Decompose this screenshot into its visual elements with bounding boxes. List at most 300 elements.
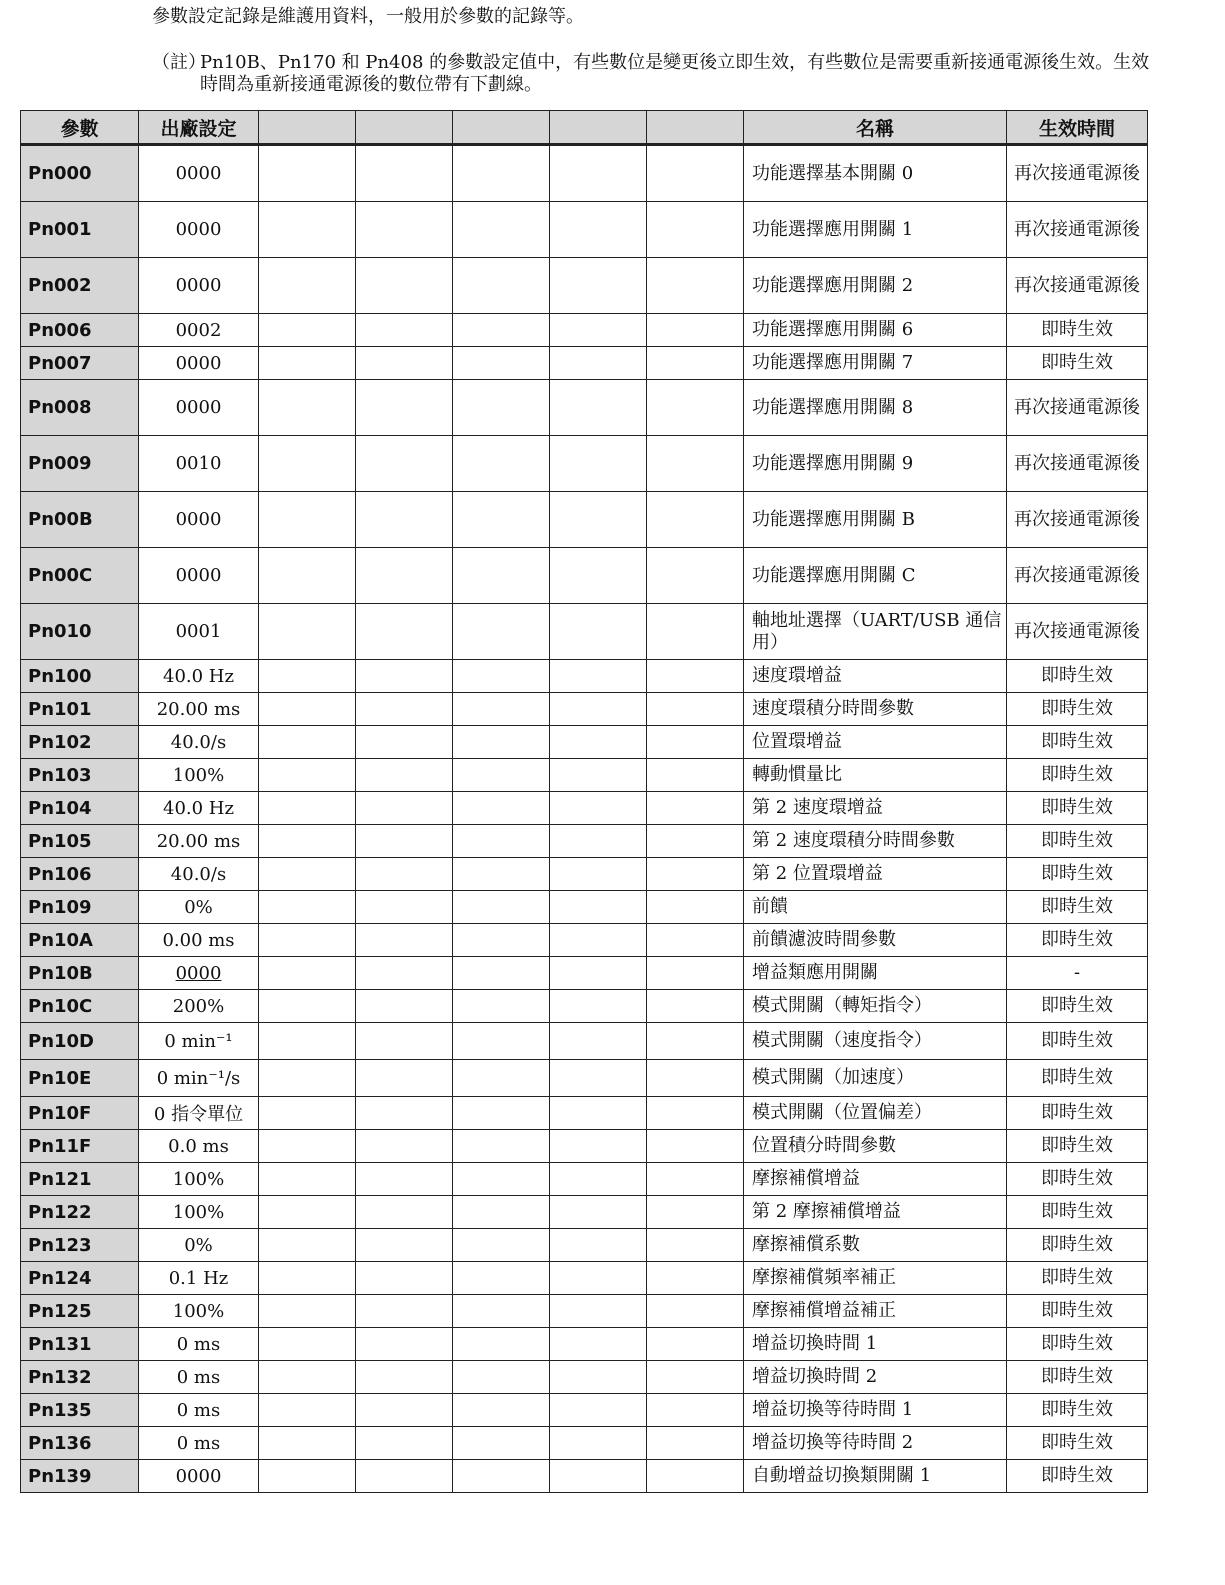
default-cell: 100%: [139, 1196, 259, 1229]
blank-cell: [259, 1262, 356, 1295]
name-cell: 第 2 位置環增益: [744, 858, 1007, 891]
param-cell: Pn100: [21, 660, 139, 693]
blank-cell: [453, 957, 550, 990]
blank-cell: [647, 990, 744, 1023]
blank-cell: [453, 1130, 550, 1163]
blank-cell: [259, 1023, 356, 1060]
blank-cell: [453, 891, 550, 924]
time-cell: 即時生效: [1007, 891, 1148, 924]
blank-cell: [259, 1295, 356, 1328]
blank-cell: [259, 1460, 356, 1493]
time-cell: 即時生效: [1007, 1427, 1148, 1460]
blank-cell: [550, 1361, 647, 1394]
blank-cell: [453, 202, 550, 258]
blank-cell: [647, 1196, 744, 1229]
table-row: [21, 759, 1148, 792]
blank-cell: [356, 1130, 453, 1163]
name-cell: 模式開關（速度指令）: [744, 1023, 1007, 1060]
default-cell: 0000: [139, 347, 259, 380]
name-cell: 軸地址選擇（UART/USB 通信用）: [744, 604, 1007, 660]
blank-cell: [647, 548, 744, 604]
blank-cell: [550, 1295, 647, 1328]
table-row: [21, 792, 1148, 825]
blank-cell: [356, 1097, 453, 1130]
header-time: 生效時間: [1007, 111, 1148, 145]
blank-cell: [550, 604, 647, 660]
blank-cell: [259, 604, 356, 660]
name-cell: 模式開關（位置偏差）: [744, 1097, 1007, 1130]
param-cell: Pn00B: [21, 492, 139, 548]
table-row: [21, 1361, 1148, 1394]
blank-cell: [647, 858, 744, 891]
blank-cell: [647, 380, 744, 436]
table-row: [21, 1394, 1148, 1427]
blank-cell: [550, 858, 647, 891]
param-cell: Pn00C: [21, 548, 139, 604]
param-cell: Pn105: [21, 825, 139, 858]
blank-cell: [259, 1163, 356, 1196]
blank-cell: [259, 347, 356, 380]
blank-cell: [453, 1427, 550, 1460]
table-row: [21, 1427, 1148, 1460]
default-cell: 20.00 ms: [139, 693, 259, 726]
note-paragraph: [152, 52, 1152, 96]
blank-cell: [356, 1163, 453, 1196]
blank-cell: [356, 1460, 453, 1493]
blank-cell: [356, 1427, 453, 1460]
time-cell: 再次接通電源後: [1007, 548, 1148, 604]
name-cell: 轉動慣量比: [744, 759, 1007, 792]
param-cell: Pn139: [21, 1460, 139, 1493]
blank-cell: [356, 1196, 453, 1229]
param-cell: Pn104: [21, 792, 139, 825]
time-cell: 即時生效: [1007, 990, 1148, 1023]
time-cell: 即時生效: [1007, 1023, 1148, 1060]
blank-cell: [356, 1328, 453, 1361]
name-cell: 增益切換等待時間 2: [744, 1427, 1007, 1460]
blank-cell: [550, 258, 647, 314]
time-cell: 即時生效: [1007, 1196, 1148, 1229]
time-cell: 再次接通電源後: [1007, 436, 1148, 492]
note-text: Pn10B、Pn170 和 Pn408 的參數設定值中，有些數位是變更後立即生效，有些數位是需要重新接通電源後生效。生效時間為重新接通電源後的數位帶有下劃線。: [200, 52, 1150, 95]
blank-cell: [259, 891, 356, 924]
blank-cell: [453, 492, 550, 548]
table-row: [21, 1229, 1148, 1262]
param-cell: Pn11F: [21, 1130, 139, 1163]
param-cell: Pn135: [21, 1394, 139, 1427]
blank-cell: [550, 1097, 647, 1130]
blank-cell: [453, 693, 550, 726]
time-cell: 即時生效: [1007, 1163, 1148, 1196]
blank-cell: [550, 693, 647, 726]
time-cell: 再次接通電源後: [1007, 145, 1148, 202]
blank-cell: [550, 1196, 647, 1229]
time-cell: 再次接通電源後: [1007, 492, 1148, 548]
blank-cell: [356, 380, 453, 436]
time-cell: 即時生效: [1007, 792, 1148, 825]
param-cell: Pn125: [21, 1295, 139, 1328]
blank-cell: [356, 792, 453, 825]
default-cell: 0000: [139, 548, 259, 604]
name-cell: 模式開關（加速度）: [744, 1060, 1007, 1097]
blank-cell: [356, 548, 453, 604]
param-cell: Pn10E: [21, 1060, 139, 1097]
blank-cell: [550, 825, 647, 858]
blank-cell: [453, 145, 550, 202]
table-row: [21, 258, 1148, 314]
blank-cell: [647, 1130, 744, 1163]
blank-cell: [647, 924, 744, 957]
blank-cell: [259, 436, 356, 492]
default-cell: 0 ms: [139, 1361, 259, 1394]
blank-cell: [356, 1229, 453, 1262]
param-cell: Pn136: [21, 1427, 139, 1460]
blank-cell: [453, 726, 550, 759]
default-cell: 100%: [139, 759, 259, 792]
time-cell: 即時生效: [1007, 1361, 1148, 1394]
blank-cell: [550, 759, 647, 792]
blank-cell: [453, 604, 550, 660]
blank-cell: [259, 202, 356, 258]
header-param: 參數: [21, 111, 139, 145]
blank-cell: [259, 1130, 356, 1163]
blank-cell: [453, 314, 550, 347]
blank-cell: [356, 258, 453, 314]
table-row: [21, 1060, 1148, 1097]
name-cell: 第 2 摩擦補償增益: [744, 1196, 1007, 1229]
header-blank-1: [259, 111, 356, 145]
name-cell: 位置積分時間參數: [744, 1130, 1007, 1163]
default-cell: 100%: [139, 1163, 259, 1196]
time-cell: 再次接通電源後: [1007, 202, 1148, 258]
time-cell: 即時生效: [1007, 1262, 1148, 1295]
param-cell: Pn124: [21, 1262, 139, 1295]
blank-cell: [550, 1427, 647, 1460]
header-blank-3: [453, 111, 550, 145]
name-cell: 第 2 速度環增益: [744, 792, 1007, 825]
header-blank-5: [647, 111, 744, 145]
blank-cell: [647, 1163, 744, 1196]
param-cell: Pn121: [21, 1163, 139, 1196]
blank-cell: [259, 1229, 356, 1262]
time-cell: 即時生效: [1007, 1229, 1148, 1262]
intro-text: 參數設定記錄是維護用資料，一般用於參數的記錄等。: [152, 6, 584, 27]
blank-cell: [647, 759, 744, 792]
parameter-table: [20, 110, 1148, 1493]
blank-cell: [259, 1328, 356, 1361]
default-cell: 100%: [139, 1295, 259, 1328]
name-cell: 功能選擇基本開關 0: [744, 145, 1007, 202]
blank-cell: [647, 693, 744, 726]
blank-cell: [550, 436, 647, 492]
name-cell: 功能選擇應用開關 2: [744, 258, 1007, 314]
param-cell: Pn007: [21, 347, 139, 380]
blank-cell: [356, 759, 453, 792]
name-cell: 前饋濾波時間參數: [744, 924, 1007, 957]
blank-cell: [259, 548, 356, 604]
blank-cell: [259, 1394, 356, 1427]
blank-cell: [259, 1060, 356, 1097]
blank-cell: [647, 604, 744, 660]
name-cell: 功能選擇應用開關 B: [744, 492, 1007, 548]
blank-cell: [550, 145, 647, 202]
default-cell: 0000: [139, 492, 259, 548]
table-row: [21, 492, 1148, 548]
param-cell: Pn122: [21, 1196, 139, 1229]
default-cell: 0 指令單位: [139, 1097, 259, 1130]
param-cell: Pn10A: [21, 924, 139, 957]
blank-cell: [356, 957, 453, 990]
time-cell: 即時生效: [1007, 1460, 1148, 1493]
blank-cell: [647, 436, 744, 492]
time-cell: 即時生效: [1007, 726, 1148, 759]
blank-cell: [647, 1394, 744, 1427]
name-cell: 摩擦補償增益補正: [744, 1295, 1007, 1328]
blank-cell: [453, 990, 550, 1023]
default-cell: 0.0 ms: [139, 1130, 259, 1163]
param-cell: Pn000: [21, 145, 139, 202]
blank-cell: [647, 492, 744, 548]
default-cell: 40.0/s: [139, 858, 259, 891]
table-row: [21, 1163, 1148, 1196]
blank-cell: [647, 891, 744, 924]
table-row: [21, 660, 1148, 693]
blank-cell: [356, 1394, 453, 1427]
blank-cell: [647, 347, 744, 380]
name-cell: 速度環增益: [744, 660, 1007, 693]
blank-cell: [259, 1361, 356, 1394]
table-row: [21, 1196, 1148, 1229]
blank-cell: [259, 1196, 356, 1229]
blank-cell: [647, 1328, 744, 1361]
blank-cell: [550, 1229, 647, 1262]
table-row: [21, 604, 1148, 660]
blank-cell: [647, 792, 744, 825]
default-cell: 40.0 Hz: [139, 792, 259, 825]
blank-cell: [453, 1196, 550, 1229]
time-cell: 即時生效: [1007, 693, 1148, 726]
blank-cell: [550, 660, 647, 693]
time-cell: -: [1007, 957, 1148, 990]
table-row: [21, 1295, 1148, 1328]
blank-cell: [550, 891, 647, 924]
blank-cell: [647, 1361, 744, 1394]
default-cell: 0 min⁻¹: [139, 1023, 259, 1060]
blank-cell: [550, 1460, 647, 1493]
blank-cell: [259, 693, 356, 726]
blank-cell: [356, 858, 453, 891]
table-row: [21, 347, 1148, 380]
default-cell: 40.0/s: [139, 726, 259, 759]
table-row: [21, 957, 1148, 990]
blank-cell: [550, 792, 647, 825]
blank-cell: [647, 1060, 744, 1097]
time-cell: 即時生效: [1007, 1060, 1148, 1097]
blank-cell: [550, 314, 647, 347]
param-cell: Pn010: [21, 604, 139, 660]
blank-cell: [356, 1060, 453, 1097]
param-cell: Pn102: [21, 726, 139, 759]
blank-cell: [453, 759, 550, 792]
default-cell: 0 min⁻¹/s: [139, 1060, 259, 1097]
blank-cell: [259, 792, 356, 825]
blank-cell: [259, 858, 356, 891]
name-cell: 增益切換時間 2: [744, 1361, 1007, 1394]
time-cell: 即時生效: [1007, 347, 1148, 380]
default-cell: 40.0 Hz: [139, 660, 259, 693]
blank-cell: [453, 1394, 550, 1427]
table-row: [21, 314, 1148, 347]
blank-cell: [259, 492, 356, 548]
name-cell: 增益類應用開關: [744, 957, 1007, 990]
name-cell: 增益切換時間 1: [744, 1328, 1007, 1361]
blank-cell: [453, 1262, 550, 1295]
blank-cell: [453, 1361, 550, 1394]
blank-cell: [647, 825, 744, 858]
time-cell: 即時生效: [1007, 1295, 1148, 1328]
param-cell: Pn106: [21, 858, 139, 891]
blank-cell: [259, 145, 356, 202]
blank-cell: [259, 1427, 356, 1460]
time-cell: 即時生效: [1007, 1394, 1148, 1427]
param-cell: Pn101: [21, 693, 139, 726]
blank-cell: [356, 726, 453, 759]
blank-cell: [550, 202, 647, 258]
default-cell: 0000: [139, 380, 259, 436]
blank-cell: [550, 492, 647, 548]
blank-cell: [453, 380, 550, 436]
blank-cell: [356, 825, 453, 858]
blank-cell: [453, 1460, 550, 1493]
time-cell: 再次接通電源後: [1007, 604, 1148, 660]
blank-cell: [259, 990, 356, 1023]
blank-cell: [550, 1023, 647, 1060]
name-cell: 第 2 速度環積分時間參數: [744, 825, 1007, 858]
blank-cell: [259, 1097, 356, 1130]
name-cell: 功能選擇應用開關 7: [744, 347, 1007, 380]
param-cell: Pn109: [21, 891, 139, 924]
table-row: [21, 891, 1148, 924]
time-cell: 即時生效: [1007, 314, 1148, 347]
blank-cell: [453, 1097, 550, 1130]
name-cell: 增益切換等待時間 1: [744, 1394, 1007, 1427]
blank-cell: [356, 347, 453, 380]
blank-cell: [550, 548, 647, 604]
name-cell: 位置環增益: [744, 726, 1007, 759]
default-cell: 0000: [139, 258, 259, 314]
param-cell: Pn123: [21, 1229, 139, 1262]
blank-cell: [647, 1295, 744, 1328]
header-name: 名稱: [744, 111, 1007, 145]
table-row: [21, 990, 1148, 1023]
time-cell: 即時生效: [1007, 660, 1148, 693]
table-row: [21, 1130, 1148, 1163]
default-cell: 0 ms: [139, 1394, 259, 1427]
blank-cell: [453, 258, 550, 314]
table-row: [21, 1262, 1148, 1295]
blank-cell: [453, 660, 550, 693]
name-cell: 功能選擇應用開關 1: [744, 202, 1007, 258]
param-cell: Pn10D: [21, 1023, 139, 1060]
default-cell: 0001: [139, 604, 259, 660]
blank-cell: [356, 314, 453, 347]
blank-cell: [453, 1060, 550, 1097]
blank-cell: [259, 726, 356, 759]
blank-cell: [356, 1262, 453, 1295]
name-cell: 功能選擇應用開關 C: [744, 548, 1007, 604]
blank-cell: [453, 347, 550, 380]
blank-cell: [647, 202, 744, 258]
blank-cell: [259, 924, 356, 957]
blank-cell: [356, 891, 453, 924]
time-cell: 即時生效: [1007, 1097, 1148, 1130]
table-row: [21, 1097, 1148, 1130]
blank-cell: [356, 604, 453, 660]
time-cell: 即時生效: [1007, 1328, 1148, 1361]
blank-cell: [453, 1023, 550, 1060]
time-cell: 再次接通電源後: [1007, 258, 1148, 314]
header-blank-4: [550, 111, 647, 145]
time-cell: 即時生效: [1007, 825, 1148, 858]
blank-cell: [550, 347, 647, 380]
param-cell: Pn006: [21, 314, 139, 347]
blank-cell: [356, 924, 453, 957]
blank-cell: [550, 957, 647, 990]
note-label: （註）: [152, 52, 206, 73]
blank-cell: [259, 380, 356, 436]
blank-cell: [647, 957, 744, 990]
blank-cell: [647, 1229, 744, 1262]
blank-cell: [550, 1163, 647, 1196]
time-cell: 即時生效: [1007, 759, 1148, 792]
blank-cell: [647, 1262, 744, 1295]
table-row: [21, 548, 1148, 604]
blank-cell: [453, 1295, 550, 1328]
name-cell: 模式開關（轉矩指令）: [744, 990, 1007, 1023]
blank-cell: [550, 1060, 647, 1097]
table-row: [21, 202, 1148, 258]
param-cell: Pn10B: [21, 957, 139, 990]
blank-cell: [453, 548, 550, 604]
blank-cell: [550, 726, 647, 759]
name-cell: 摩擦補償頻率補正: [744, 1262, 1007, 1295]
default-cell: 0000: [139, 1460, 259, 1493]
blank-cell: [647, 258, 744, 314]
name-cell: 摩擦補償增益: [744, 1163, 1007, 1196]
blank-cell: [550, 1394, 647, 1427]
blank-cell: [550, 1130, 647, 1163]
blank-cell: [550, 1328, 647, 1361]
name-cell: 前饋: [744, 891, 1007, 924]
default-cell: 0.00 ms: [139, 924, 259, 957]
table-row: [21, 1023, 1148, 1060]
blank-cell: [550, 1262, 647, 1295]
param-cell: Pn10C: [21, 990, 139, 1023]
blank-cell: [356, 145, 453, 202]
blank-cell: [550, 380, 647, 436]
table-row: [21, 1328, 1148, 1361]
param-cell: Pn001: [21, 202, 139, 258]
table-row: [21, 858, 1148, 891]
name-cell: 功能選擇應用開關 8: [744, 380, 1007, 436]
blank-cell: [550, 924, 647, 957]
name-cell: 功能選擇應用開關 9: [744, 436, 1007, 492]
param-cell: Pn002: [21, 258, 139, 314]
param-cell: Pn009: [21, 436, 139, 492]
blank-cell: [647, 726, 744, 759]
default-cell: 20.00 ms: [139, 825, 259, 858]
time-cell: 即時生效: [1007, 858, 1148, 891]
